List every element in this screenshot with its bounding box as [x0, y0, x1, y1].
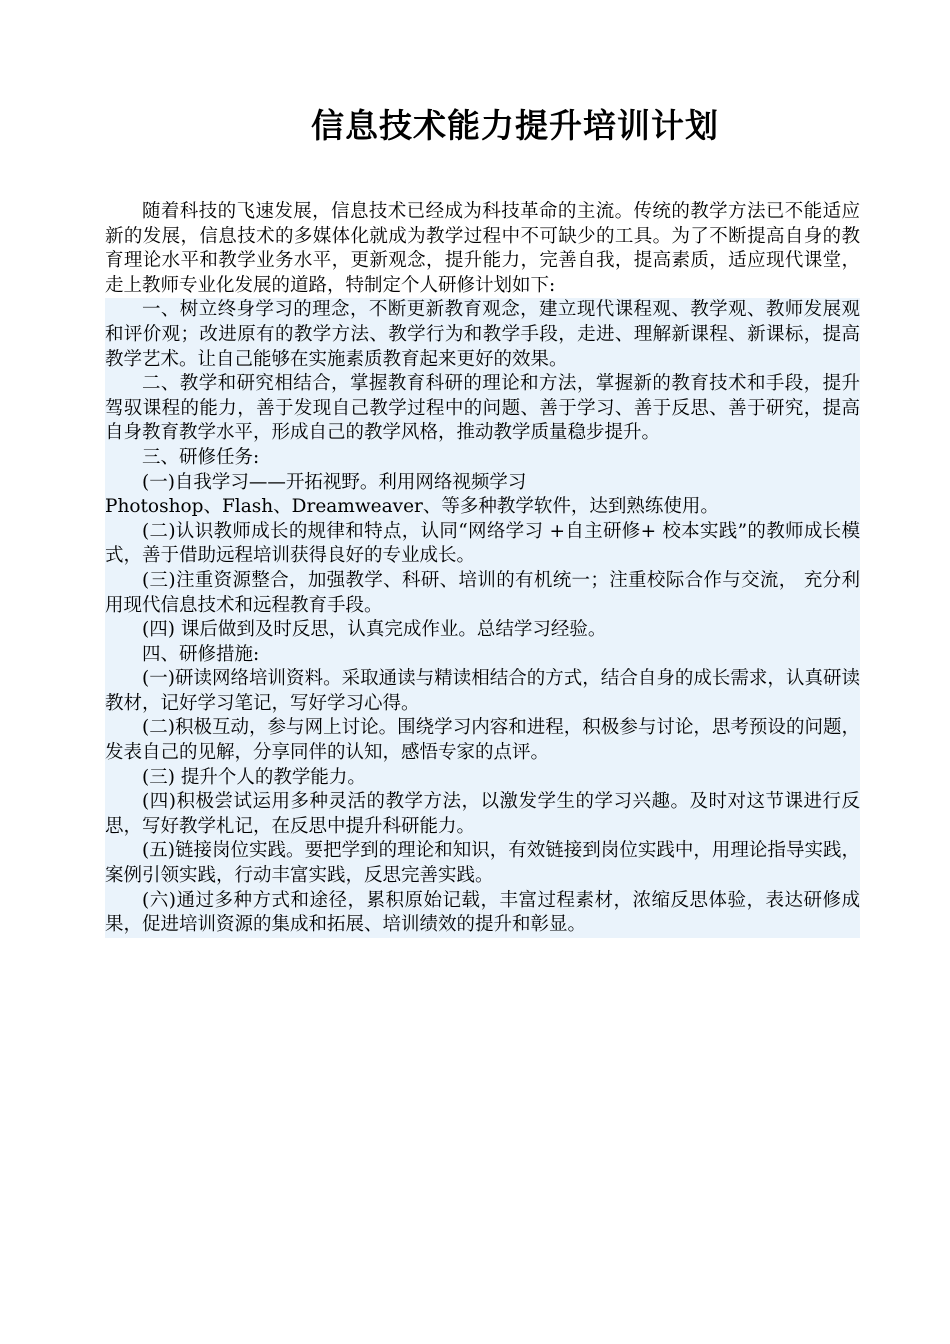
- section-heading-measures: 四、研修措施:: [105, 643, 860, 668]
- section-heading-tasks: 三、研修任务:: [105, 446, 860, 471]
- measure-5: (五)链接岗位实践。要把学到的理论和知识，有效链接到岗位实践中，用理论指导实践，案例引领实践，行动丰富实践，反思完善实践。: [105, 839, 860, 888]
- paragraph-2: 二、教学和研究相结合，掌握教育科研的理论和方法，掌握新的教育技术和手段，提升驾驭课程的能力，善于发现自己教学过程中的问题、善于学习、善于反思、善于研究，提高自身教育教学水平，形成自己的教学风格，推动教学质量稳步提升。: [105, 372, 860, 446]
- measure-4: (四)积极尝试运用多种灵活的教学方法，以激发学生的学习兴趣。及时对这节课进行反思，写好教学札记，在反思中提升科研能力。: [105, 790, 860, 839]
- document-title: 信息技术能力提升培训计划: [311, 106, 719, 145]
- paragraph-1: 一、树立终身学习的理念，不断更新教育观念，建立现代课程观、教学观、教师发展观和评价观；改进原有的教学方法、教学行为和教学手段，走进、理解新课程、新课标，提高教学艺术。让自己能够在实施素质教育起来更好的效果。: [105, 298, 860, 372]
- document-body: [105, 200, 860, 938]
- task-1: (一)自我学习——开拓视野。利用网络视频学习: [105, 471, 860, 496]
- intro-paragraph: 随着科技的飞速发展，信息技术已经成为科技革命的主流。传统的教学方法已不能适应新的发展，信息技术的多媒体化就成为教学过程中不可缺少的工具。为了不断提高自身的教育理论水平和教学业务水平，更新观念，提升能力，完善自我，提高素质，适应现代课堂，走上教师专业化发展的道路，特制定个人研修计划如下:: [105, 201, 860, 296]
- task-3: (三)注重资源整合，加强教学、科研、培训的有机统一；注重校际合作与交流， 充分利用现代信息技术和远程教育手段。: [105, 569, 860, 618]
- task-2: (二)认识教师成长的规律和特点，认同“网络学习 +自主研修+ 校本实践”的教师成长模式，善于借助远程培训获得良好的专业成长。: [105, 520, 860, 569]
- task-4: (四) 课后做到及时反思，认真完成作业。总结学习经验。: [105, 618, 860, 643]
- measure-6: (六)通过多种方式和途径，累积原始记载，丰富过程素材，浓缩反思体验，表达研修成果，促进培训资源的集成和拓展、培训绩效的提升和彰显。: [105, 889, 860, 938]
- task-1-continued: Photoshop、Flash、Dreamweaver、等多种教学软件，达到熟练使用。: [105, 495, 860, 520]
- measure-2: (二)积极互动，参与网上讨论。围绕学习内容和进程，积极参与讨论，思考预设的问题，发表自己的见解，分享同伴的认知，感悟专家的点评。: [105, 716, 860, 765]
- measure-3: (三) 提升个人的教学能力。: [105, 766, 860, 791]
- measure-1: (一)研读网络培训资料。采取通读与精读相结合的方式，结合自身的成长需求，认真研读教材，记好学习笔记，写好学习心得。: [105, 667, 860, 716]
